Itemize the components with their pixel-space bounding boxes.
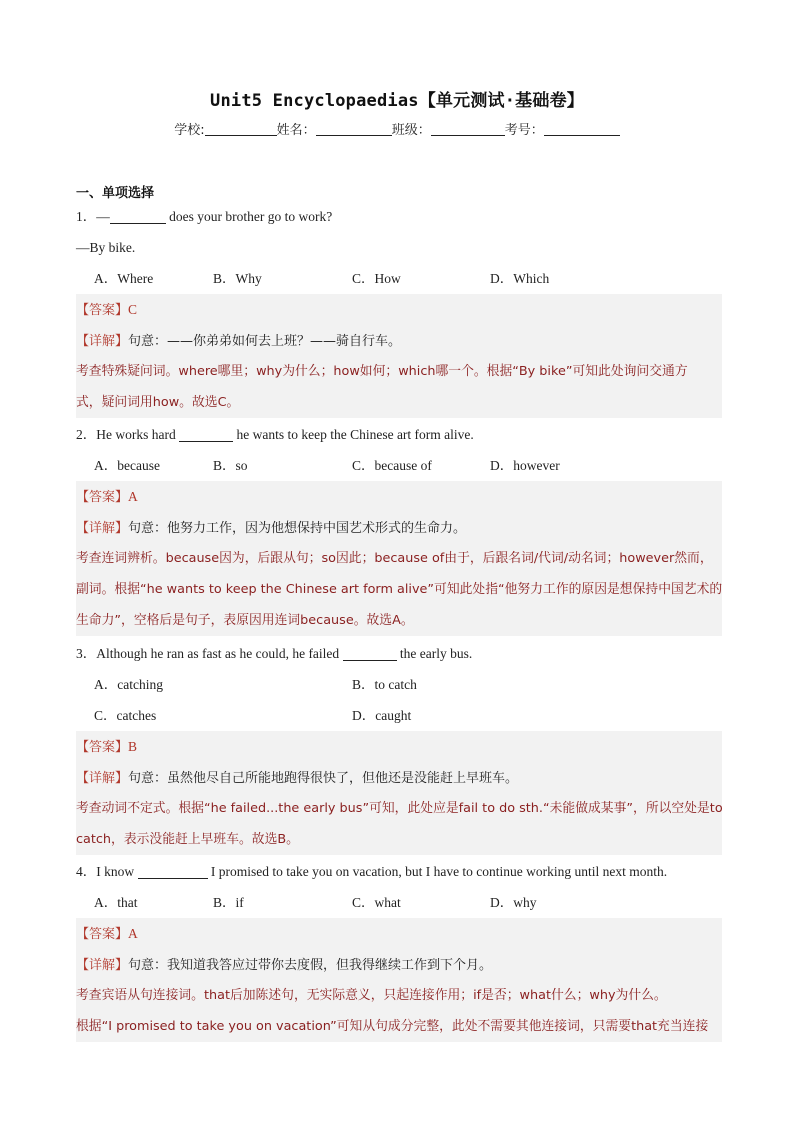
question-1-options (76, 263, 722, 294)
number-label: 考号： (504, 123, 544, 138)
question-2-detail: 【详解】句意：他努力工作，因为他想保持中国艺术形式的生命力。 (76, 512, 722, 543)
option-d[interactable]: D．caught (352, 708, 412, 723)
question-2-explanation-2: 副词。根据“he wants to keep the Chinese art form alive”可知此处指“他努力工作的原因是想保持中国艺术的 (76, 574, 722, 605)
name-label: 姓名： (276, 123, 316, 138)
option-b[interactable]: B．to catch (352, 677, 417, 692)
option-a[interactable]: A．catching (94, 677, 163, 692)
question-1-stem: 1．— does your brother go to work? (76, 209, 333, 224)
question-1-blank (110, 209, 166, 224)
question-2-explanation-1: 考查连词辨析。because因为，后跟从句；so因此；because of由于，后跟名词/代词/动名词；however然而， (76, 543, 722, 574)
class-blank[interactable] (431, 121, 505, 136)
page-title: Unit5 Encyclopaedias【单元测试·基础卷】 (210, 91, 584, 111)
option-c[interactable]: C．what (352, 895, 401, 910)
question-3-detail: 【详解】句意：虽然他尽自己所能地跑得很快了，但他还是没能赶上早班车。 (76, 762, 722, 793)
question-4-detail: 【详解】句意：我知道我答应过带你去度假，但我得继续工作到下个月。 (76, 949, 722, 980)
question-1-answer: 【答案】C (76, 294, 722, 325)
option-d[interactable]: D．why (490, 895, 537, 910)
option-a[interactable]: A．that (94, 895, 138, 910)
question-3-stem: 3．Although he ran as fast as he could, he failed the early bus. (76, 646, 473, 661)
question-4-blank (138, 864, 208, 879)
question-4-explanation-1: 考查宾语从句连接词。that后加陈述句，无实际意义，只起连接作用；if是否；what什么；why为什么。 (76, 980, 722, 1011)
name-blank[interactable] (316, 121, 392, 136)
question-2-answer: 【答案】A (76, 481, 722, 512)
option-c[interactable]: C．How (352, 271, 401, 286)
number-blank[interactable] (544, 121, 620, 136)
option-c[interactable]: C．because of (352, 458, 432, 473)
question-4-answer: 【答案】A (76, 918, 722, 949)
question-1-reply: —By bike. (76, 240, 136, 255)
student-info-line (0, 119, 794, 138)
question-4-stem: 4．I know I promised to take you on vacation, but I have to continue working until next month. (76, 864, 668, 879)
option-a[interactable]: A．because (94, 458, 160, 473)
question-3-explanation-2: catch，表示没能赶上早班车。故选B。 (76, 824, 722, 855)
school-label: 学校: (174, 123, 205, 138)
option-d[interactable]: D．Which (490, 271, 550, 286)
option-b[interactable]: B．if (213, 895, 244, 910)
question-4-explanation-2: 根据“I promised to take you on vacation”可知从句成分完整，此处不需要其他连接词，只需要that充当连接 (76, 1011, 722, 1042)
question-1-explanation-1: 考查特殊疑问词。where哪里；why为什么；how如何；which哪一个。根据“By bike”可知此处询问交通方 (76, 356, 722, 387)
option-c[interactable]: C．catches (94, 708, 157, 723)
question-3-answer: 【答案】B (76, 731, 722, 762)
question-3-options-row-2 (76, 700, 722, 731)
class-label: 班级： (391, 123, 431, 138)
question-2-stem: 2．He works hard he wants to keep the Chinese art form alive. (76, 427, 474, 442)
question-2-explanation-3: 生命力”，空格后是句子，表原因用连词because。故选A。 (76, 605, 722, 636)
question-1-detail: 【详解】句意：——你弟弟如何去上班？——骑自行车。 (76, 325, 722, 356)
question-3-blank (343, 646, 397, 661)
question-2-blank (179, 427, 233, 442)
question-1-explanation-2: 式，疑问词用how。故选C。 (76, 387, 722, 418)
option-b[interactable]: B．Why (213, 271, 262, 286)
option-b[interactable]: B．so (213, 458, 248, 473)
question-4-options (76, 887, 722, 918)
option-a[interactable]: A．Where (94, 271, 154, 286)
question-3-options-row-1 (76, 669, 722, 700)
section-heading: 一、单项选择 (76, 186, 155, 201)
question-2-options (76, 450, 722, 481)
question-3-explanation-1: 考查动词不定式。根据“he failed...the early bus”可知，此处应是fail to do sth.“未能做成某事”，所以空处是to (76, 793, 722, 824)
school-blank[interactable] (205, 121, 277, 136)
option-d[interactable]: D．however (490, 458, 560, 473)
